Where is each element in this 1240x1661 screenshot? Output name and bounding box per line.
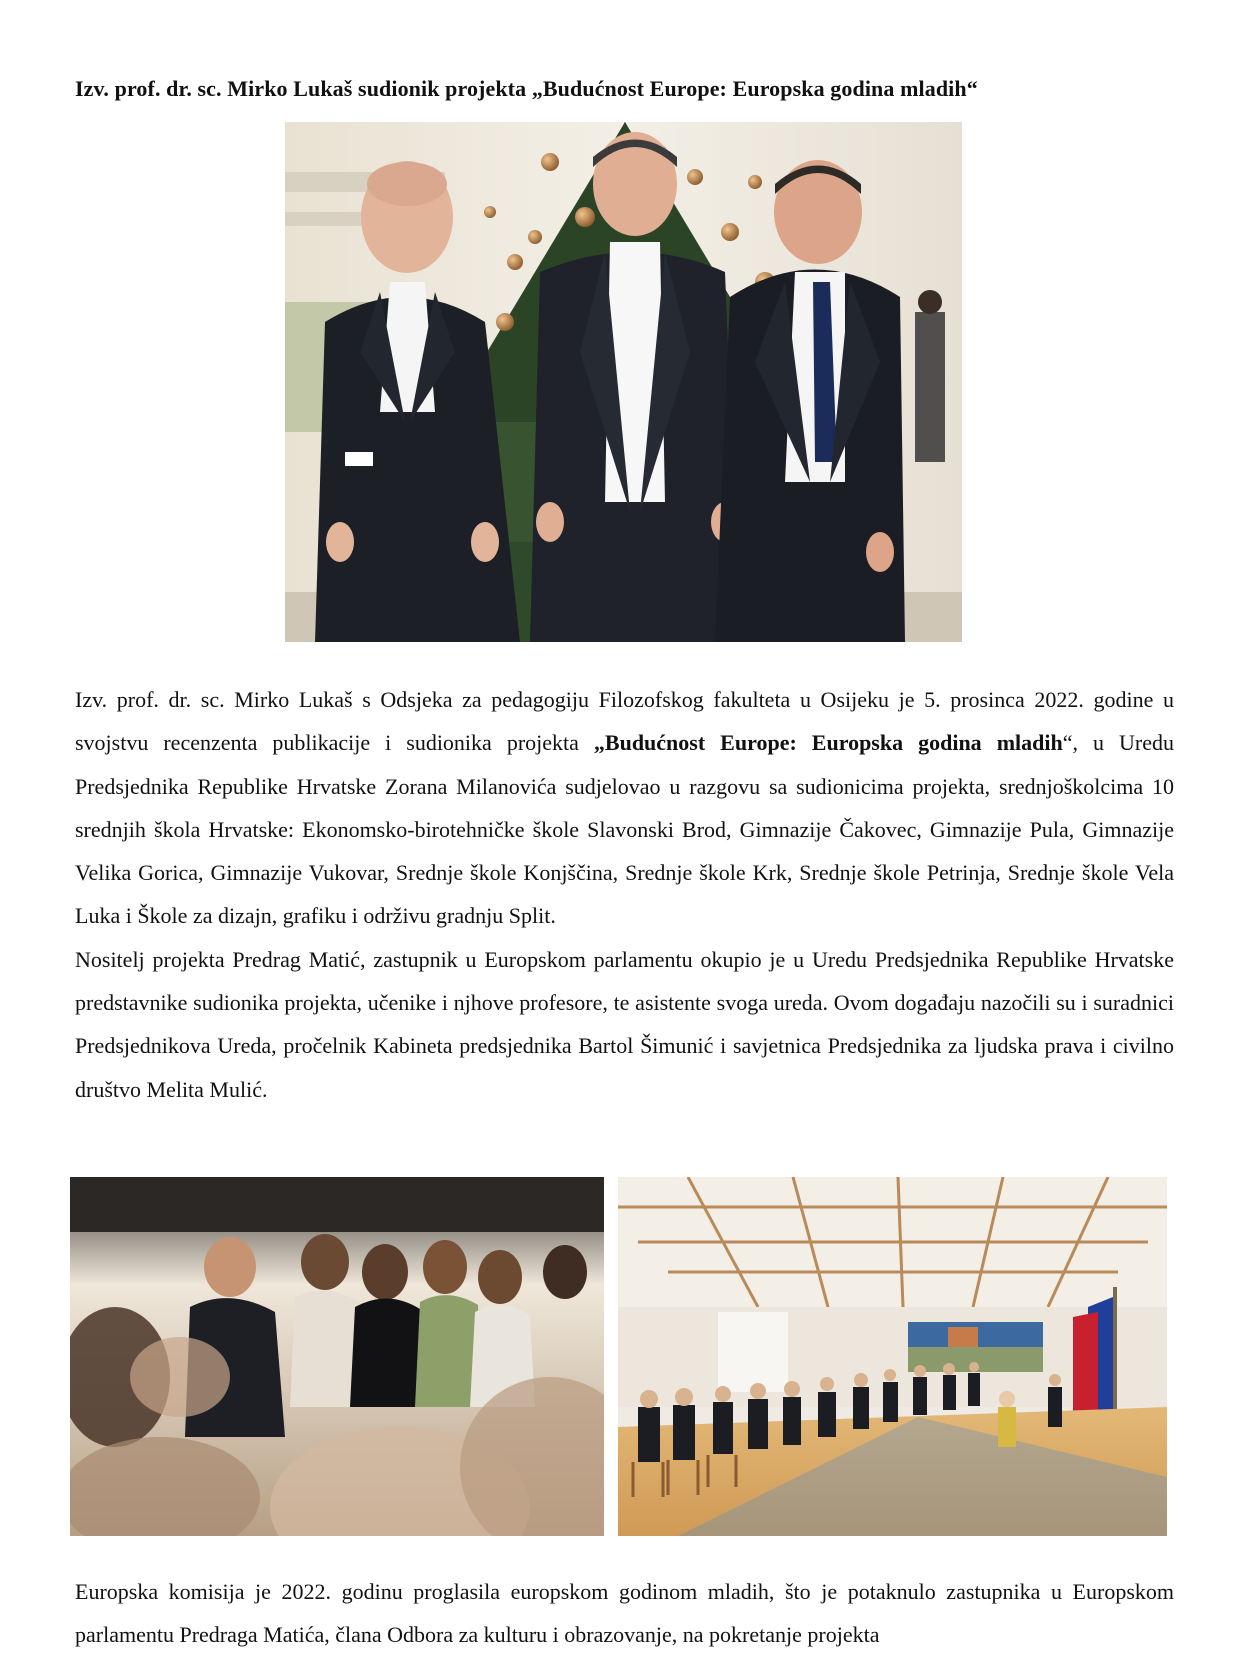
paragraph-1-rest: “, u Uredu Predsjednika Republike Hrvatske Zorana Milanovića sudjelovao u razgovu sa sudionicima projekta, srednjoškolcima 10 srednjih škola Hrvatske: Ekonomsko-birotehničke škole Slavonski Brod, Gimnazije Čakovec, Gimnazije Pula, Gimnazije Velika Gorica, Gimnazije Vukovar, Srednje škole Konjščina, Srednje škole Krk, Srednje škole Petrinja, Srednje škole Vela Luka i Škole za dizajn, grafiku i održivu gradnju Split. <box>75 730 1174 929</box>
paragraph-2: Nositelj projekta Predrag Matić, zastupnik u Europskom parlamentu okupio je u Uredu Predsjednika Republike Hrvatske predstavnike sudionika projekta, učenike i njhove profesore, te asistente svoga ureda. Ovom događaju nazočili su i suradnici Predsjednikova Ureda, pročelnik Kabineta predsjednika Bartol Šimunić i savjetnica Predsjednika za ljudska prava i civilno društvo Melita Mulić. <box>75 946 1174 1102</box>
project-name: „Budućnost Europe: Europska godina mladih <box>593 730 1063 756</box>
document-title: Izv. prof. dr. sc. Mirko Lukaš sudionik projekta „Budućnost Europe: Europska godina mladih“ <box>75 76 978 101</box>
photo-hall-with-audience <box>618 1177 1167 1536</box>
paragraph-1-text <box>75 678 1174 938</box>
photo-three-men-christmas-tree <box>285 122 962 642</box>
paragraph-1 <box>75 678 1174 1111</box>
paragraph-1-lead: Izv. prof. dr. sc. Mirko Lukaš s Odsjeka za pedagogiju Filozofskog fakulteta u Osijeku je 5. prosinca 2022. godine u svojstvu recenzenta publikacije i sudionika projekta <box>75 687 1174 756</box>
paragraph-3: Europska komisija je 2022. godinu proglasila europskom godinom mladih, što je potaknulo zastupnika u Europskom parlamentu Predraga Matića, člana Odbora za kulturu i obrazovanje, na pokretanje projekta <box>75 1579 1174 1648</box>
photo-audience-closeup <box>70 1177 604 1536</box>
